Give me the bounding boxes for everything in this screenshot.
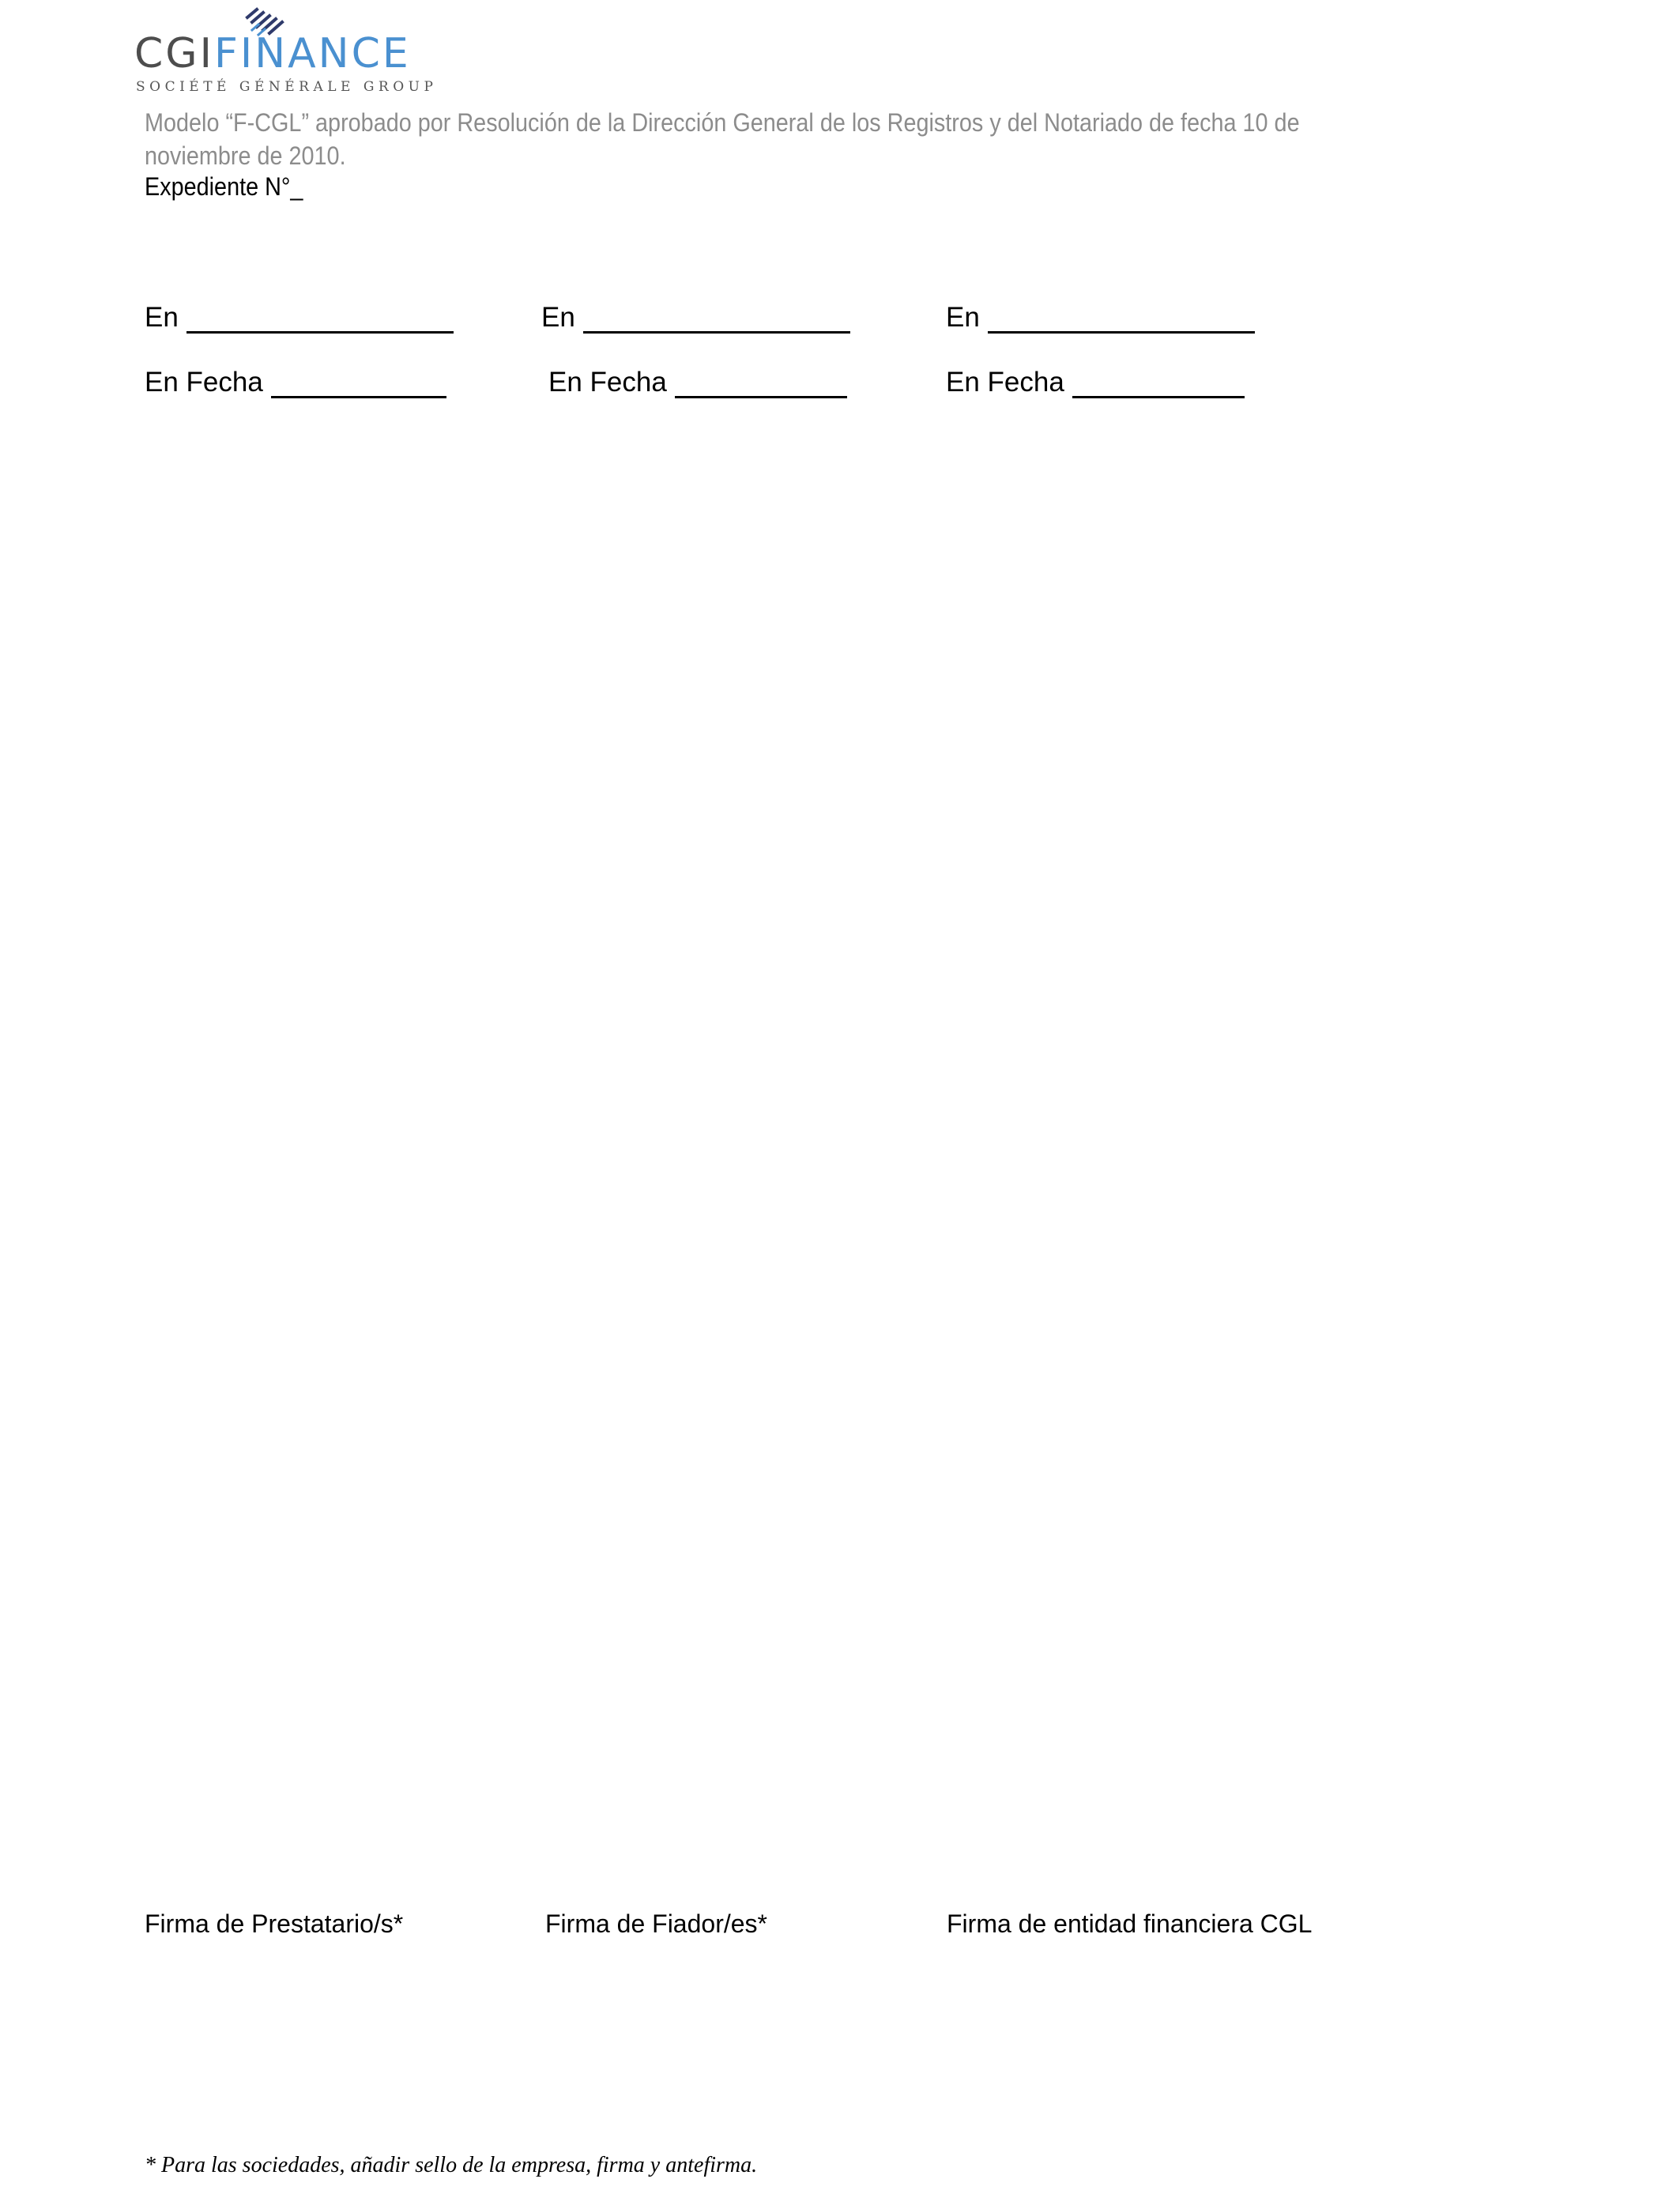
model-approval-text: Modelo “F-CGL” aprobado por Resolución de la Dirección General de los Registros y del Notariado de fecha 10 de noviembre de 2010. bbox=[145, 108, 1300, 170]
date-blank[interactable] bbox=[271, 371, 446, 398]
place-label: En bbox=[946, 302, 980, 333]
place-blank[interactable] bbox=[583, 306, 850, 334]
date-blank[interactable] bbox=[675, 371, 847, 398]
logo-wordmark: CGIFINANCE bbox=[134, 30, 411, 77]
company-stamp-footnote: * Para las sociedades, añadir sello de la empresa, firma y antefirma. bbox=[145, 2153, 758, 2177]
logo-subtitle: SOCIÉTÉ GÉNÉRALE GROUP bbox=[136, 79, 438, 95]
entity-signature-label: Firma de entidad financiera CGL bbox=[947, 1909, 1313, 1938]
place-blank[interactable] bbox=[186, 306, 454, 334]
company-logo bbox=[134, 6, 438, 95]
guarantor-signature-label: Firma de Fiador/es* bbox=[545, 1909, 767, 1938]
place-label: En bbox=[145, 302, 179, 333]
date-label: En Fecha bbox=[548, 367, 667, 398]
expediente-number: Expediente N°_ bbox=[145, 172, 303, 201]
place-field-1[interactable] bbox=[145, 302, 454, 334]
place-label: En bbox=[541, 302, 575, 333]
date-field-3[interactable] bbox=[946, 367, 1245, 398]
place-field-3[interactable] bbox=[946, 302, 1255, 334]
date-label: En Fecha bbox=[946, 367, 1064, 398]
date-blank[interactable] bbox=[1072, 371, 1245, 398]
borrower-signature-label: Firma de Prestatario/s* bbox=[145, 1909, 404, 1938]
date-field-1[interactable] bbox=[145, 367, 446, 398]
place-blank[interactable] bbox=[988, 306, 1255, 334]
date-label: En Fecha bbox=[145, 367, 263, 398]
place-field-2[interactable] bbox=[541, 302, 850, 334]
date-field-2[interactable] bbox=[548, 367, 847, 398]
